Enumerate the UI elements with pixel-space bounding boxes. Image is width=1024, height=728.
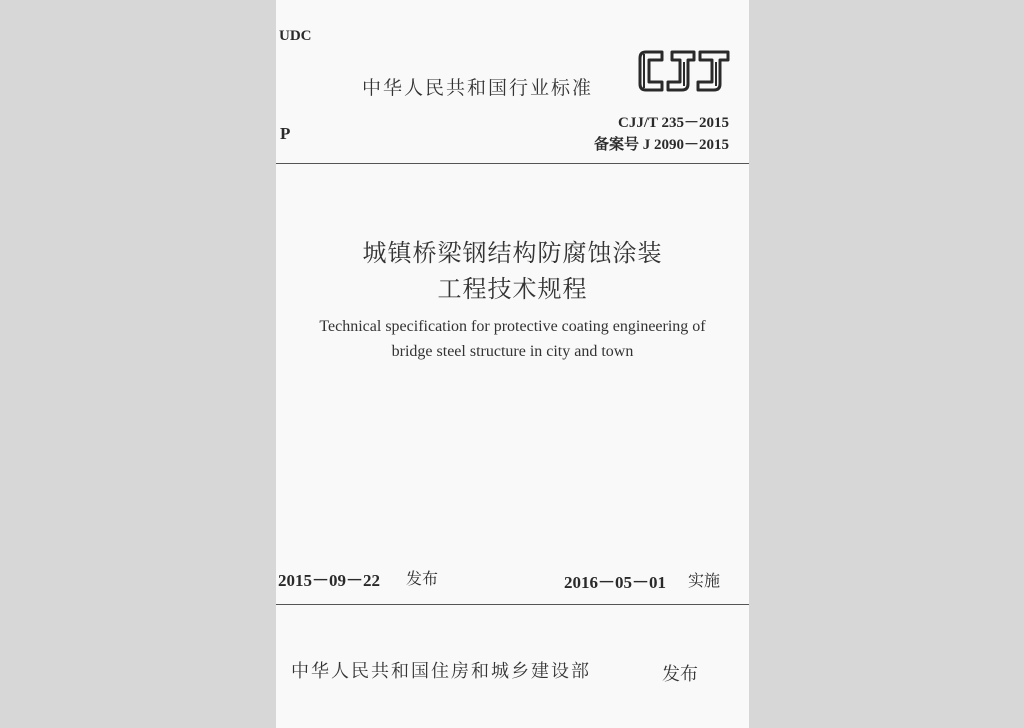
standard-number: CJJ/T 235－2015 <box>618 115 729 131</box>
udc-label: UDC <box>279 28 312 44</box>
implementation-date: 2016－05－01 <box>564 573 666 592</box>
title-chinese-line-2: 工程技术规程 <box>437 275 588 303</box>
industry-standard-heading: 中华人民共和国行业标准 <box>362 77 594 99</box>
issuing-ministry: 中华人民共和国住房和城乡建设部 <box>291 661 591 682</box>
classification-code: P <box>280 124 291 143</box>
cover-page <box>276 0 749 728</box>
title-english-line-1: Technical specification for protective coating engineering of <box>319 318 706 335</box>
top-divider <box>276 163 749 164</box>
ministry-issue-label: 发布 <box>662 664 698 685</box>
issue-label: 发布 <box>406 569 439 588</box>
bottom-divider <box>276 604 749 605</box>
title-english-line-2: bridge steel structure in city and town <box>391 343 634 360</box>
filing-number: 备案号 J 2090－2015 <box>593 137 729 153</box>
cjj-logo <box>636 46 732 96</box>
title-chinese-line-1: 城镇桥梁钢结构防腐蚀涂装 <box>362 239 663 267</box>
implementation-label: 实施 <box>688 571 721 590</box>
issue-date: 2015－09－22 <box>278 571 380 590</box>
